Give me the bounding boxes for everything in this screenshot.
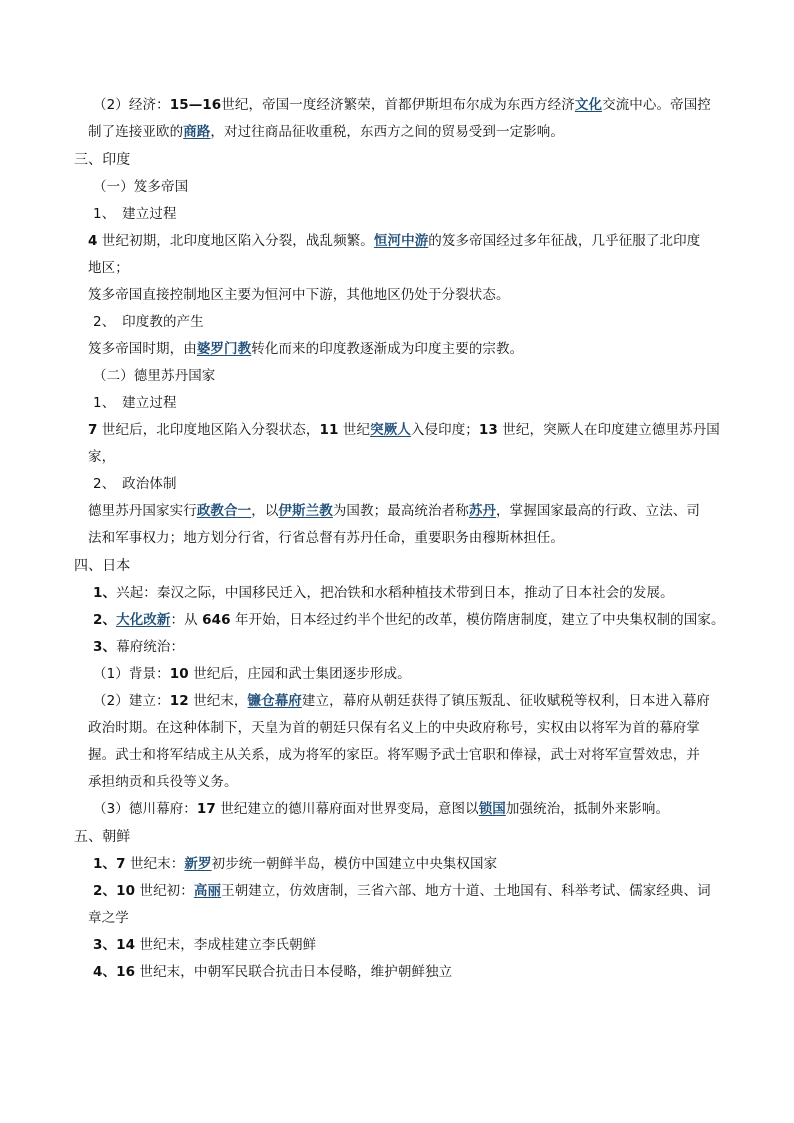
link-xinluo[interactable]: 新罗 — [184, 856, 212, 872]
point-delhi-establish: 1、 建立过程 — [93, 395, 177, 411]
link-zhengjiao[interactable]: 政教合一 — [196, 503, 252, 519]
japan-establish-line-1: （2）建立：12 世纪末，镰仓幕府建立，幕府从朝廷获得了镇压叛乱、征收赋税等权利，日本进入幕府 — [93, 693, 710, 709]
japan-tokugawa-line: （3）德川幕府：17 世纪建立的德川幕府面对世界变局，意图以锁国加强统治，抵制外来影响。 — [93, 801, 670, 817]
section-heading-japan: 四、日本 — [74, 558, 131, 574]
delhi-line-2: 家， — [88, 449, 116, 465]
japan-rise-line: 1、兴起：秦汉之际，中国移民迁入，把冶铁和水稻种植技术带到日本，推动了日本社会的发展。 — [93, 585, 674, 601]
gupta-line-2: 地区； — [88, 260, 129, 276]
section-heading-india: 三、印度 — [74, 152, 131, 168]
delhi-line-1: 7 世纪后，北印度地区陷入分裂状态，11 世纪突厥人入侵印度；13 世纪，突厥人在印度建立德里苏丹国 — [88, 422, 720, 438]
subheading-gupta: （一）笈多帝国 — [93, 179, 189, 195]
subheading-delhi: （二）德里苏丹国家 — [93, 368, 216, 384]
link-liancang[interactable]: 镰仓幕府 — [247, 693, 302, 709]
korea-line-4: 3、14 世纪末，李成桂建立李氏朝鲜 — [93, 937, 317, 953]
link-henghe[interactable]: 恒河中游 — [373, 233, 429, 249]
gupta-line-3: 笈多帝国直接控制地区主要为恒河中下游，其他地区仍处于分裂状态。 — [88, 287, 510, 303]
korea-line-1: 1、7 世纪末：新罗初步统一朝鲜半岛，模仿中国建立中央集权国家 — [93, 856, 498, 872]
japan-background-line: （1）背景：10 世纪后，庄园和武士集团逐步形成。 — [93, 666, 411, 682]
economy-line-1: （2）经济：15—16世纪，帝国一度经济繁荣，首都伊斯坦布尔成为东西方经济文化交流中心。帝国控 — [93, 97, 711, 113]
japan-establish-line-4: 承担纳贡和兵役等义务。 — [88, 774, 238, 790]
delhi-line-4: 法和军事权力；地方划分行省，行省总督有苏丹任命，重要职务由穆斯林担任。 — [88, 530, 564, 546]
japan-establish-line-3: 握。武士和将军结成主从关系，成为将军的家臣。将军赐予武士官职和俸禄，武士对将军宣誓效忠，并 — [88, 747, 700, 763]
link-gaoli[interactable]: 高丽 — [193, 883, 222, 899]
japan-establish-line-2: 政治时期。在这种体制下，天皇为首的朝廷只保有名义上的中央政府称号，实权由以将军为首的幕府掌 — [88, 720, 700, 736]
point-gupta-establish: 1、 建立过程 — [93, 206, 177, 222]
hinduism-line: 笈多帝国时期，由婆罗门教转化而来的印度教逐渐成为印度主要的宗教。 — [88, 341, 524, 357]
delhi-line-3: 德里苏丹国家实行政教合一，以伊斯兰教为国教；最高统治者称苏丹，掌握国家最高的行政、立法、司 — [88, 503, 701, 519]
japan-taika-line: 2、大化改新：从 646 年开始，日本经过约半个世纪的改革，模仿隋唐制度，建立了中央集权制的国家。 — [93, 612, 725, 628]
link-suoguo[interactable]: 锁国 — [478, 801, 506, 817]
link-dahua[interactable]: 大化改新 — [116, 612, 171, 628]
point-hinduism: 2、 印度教的产生 — [93, 314, 204, 330]
economy-line-2: 制了连接亚欧的商路，对过往商品征收重税，东西方之间的贸易受到一定影响。 — [88, 124, 565, 140]
link-yisilan[interactable]: 伊斯兰教 — [278, 503, 333, 519]
link-tujue[interactable]: 突厥人 — [370, 422, 411, 438]
section-heading-korea: 五、朝鲜 — [74, 829, 131, 845]
japan-shogunate-line: 3、幕府统治： — [93, 639, 185, 655]
korea-line-3: 章之学 — [88, 910, 129, 926]
link-wenhua[interactable]: 文化 — [574, 97, 603, 113]
link-poluomen[interactable]: 婆罗门教 — [196, 341, 252, 357]
link-sudan[interactable]: 苏丹 — [468, 503, 497, 519]
korea-line-2: 2、10 世纪初：高丽王朝建立，仿效唐制，三省六部、地方十道、土地国有、科举考试、儒家经典、词 — [93, 883, 711, 899]
point-delhi-politics: 2、 政治体制 — [93, 476, 177, 492]
link-shanglu[interactable]: 商路 — [183, 124, 211, 140]
korea-line-5: 4、16 世纪末，中朝军民联合抗击日本侵略，维护朝鲜独立 — [93, 964, 453, 980]
gupta-line-1: 4 世纪初期，北印度地区陷入分裂，战乱频繁。恒河中游的笈多帝国经过多年征战，几乎征服了北印度 — [88, 233, 701, 249]
